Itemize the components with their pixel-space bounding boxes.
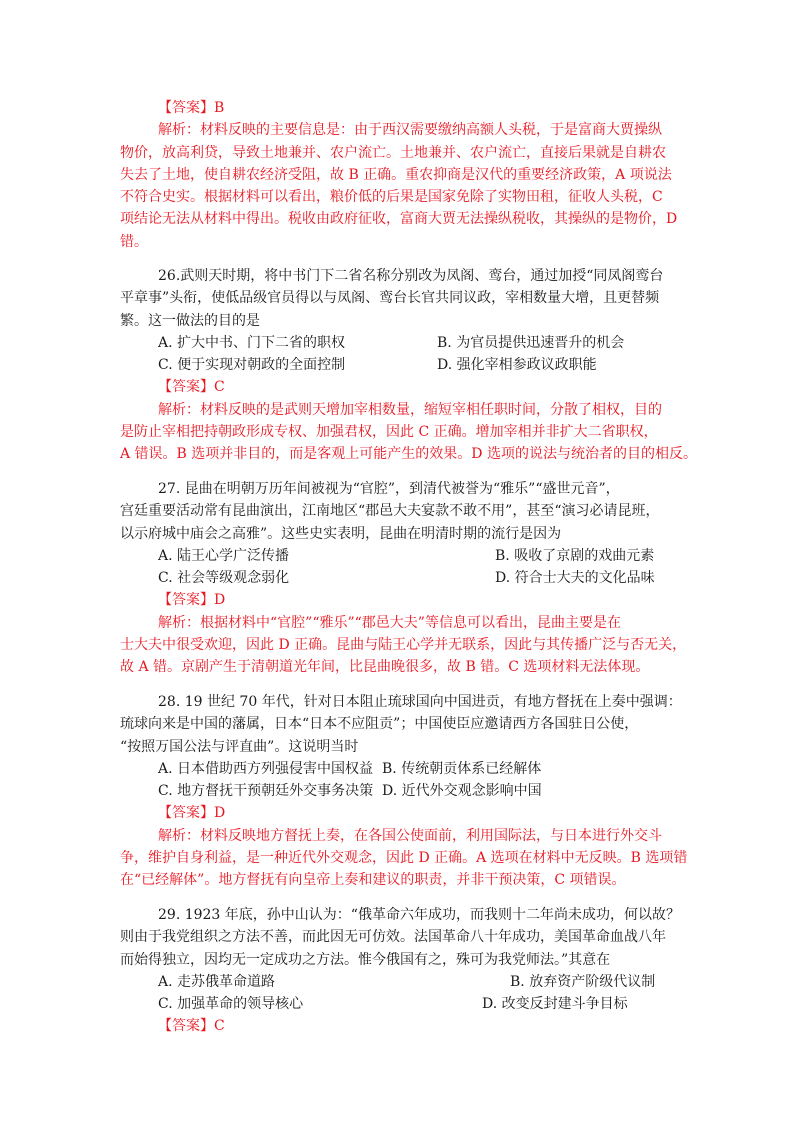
options-row bbox=[120, 545, 680, 567]
option-b: B. 为官员提供迅速晋升的机会 bbox=[437, 334, 625, 351]
option-b: B. 放弃资产阶级代议制 bbox=[510, 973, 656, 990]
question-stem-line: 琉球向来是中国的藩属，日本“日本不应阻贡”；中国使臣应邀请西方各国驻日公使， bbox=[120, 716, 639, 733]
options-row bbox=[120, 332, 680, 354]
analysis-line: 错。 bbox=[120, 233, 148, 250]
options-row bbox=[120, 971, 680, 993]
answer-label: 【答案】B bbox=[158, 100, 225, 116]
question-25-section bbox=[120, 97, 680, 253]
option-c: C. 加强革命的领导核心 bbox=[158, 996, 304, 1013]
analysis-line: 解析：材料反映地方督抚上奏，在各国公使面前，利用国际法，与日本进行外交斗 bbox=[158, 827, 662, 844]
option-c: C. 地方督抚干预朝廷外交事务决策 bbox=[158, 783, 374, 800]
question-27-section bbox=[120, 478, 687, 679]
options-row bbox=[120, 758, 680, 780]
option-a: A. 陆王心学广泛传播 bbox=[158, 547, 290, 564]
analysis-line: 是防止宰相把持朝政形成专权、加强君权，因此 C 正确。增加宰相并非扩大二省职权， bbox=[120, 424, 658, 441]
question-28-section bbox=[120, 691, 688, 892]
question-stem-line: 29. 1923 年底，孙中山认为：“俄革命六年成功，而我则十二年尚未成功，何以故？ bbox=[158, 907, 680, 923]
analysis-line: 故 A 错。京剧产生于清朝道光年间，比昆曲晚很多，故 B 错。C 选项材料无法体现。 bbox=[120, 659, 650, 676]
analysis-line: 项结论无法从材料中得出。税收由政府征收，富商大贾无法操纵税收，其操纵的是物价，D bbox=[120, 211, 678, 228]
option-c: C. 便于实现对朝政的全面控制 bbox=[158, 357, 346, 374]
option-a: A. 日本借助西方列强侵害中国权益 bbox=[158, 760, 374, 777]
option-a: A. 走苏俄革命道路 bbox=[158, 973, 276, 990]
options-row bbox=[120, 993, 680, 1015]
analysis-line: 不符合史实。根据材料可以看出，粮价低的后果是国家免除了实物田租，征收人头税，C bbox=[120, 189, 663, 206]
analysis-line: 解析：根据材料中“官腔”“雅乐”“郡邑大夫”等信息可以看出，昆曲主要是在 bbox=[158, 614, 621, 631]
question-26-section bbox=[120, 265, 697, 466]
question-stem-line: “按照万国公法与评直曲”。这说明当时 bbox=[120, 738, 359, 755]
analysis-line: 解析：材料反映的是武则天增加宰相数量，缩短宰相任职时间，分散了相权，目的 bbox=[158, 401, 662, 418]
analysis-line: 失去了土地，使自耕农经济受阻，故 B 正确。重农抑商是汉代的重要经济政策，A 项说法 bbox=[120, 166, 672, 183]
analysis-line: 物价，放高利贷，导致土地兼并、农户流亡。土地兼并、农户流亡，直接后果就是自耕农 bbox=[120, 144, 666, 161]
option-a: A. 扩大中书、门下二省的职权 bbox=[158, 334, 346, 351]
question-stem-line: 宫廷重要活动常有昆曲演出，江南地区“郡邑大夫宴款不敢不用”，甚至“演习必请昆班， bbox=[120, 503, 660, 520]
analysis-line: 在“已经解体”。地方督抚有向皇帝上奏和建议的职责，并非干预决策，C 项错误。 bbox=[120, 872, 626, 889]
answer-label: 【答案】D bbox=[158, 592, 226, 609]
options-row bbox=[120, 780, 680, 802]
question-stem-line: 28. 19 世纪 70 年代，针对日本阻止琉球国向中国进贡，有地方督抚在上奏中强调： bbox=[158, 694, 682, 710]
answer-label: 【答案】D bbox=[158, 805, 226, 822]
options-row bbox=[120, 567, 680, 589]
question-stem-line: 平章事”头衔，使低品级官员得以与凤阁、鸾台长官共同议政，宰相数量大增，且更替频 bbox=[120, 290, 660, 307]
question-29-section bbox=[120, 904, 680, 1038]
answer-label: 【答案】C bbox=[158, 1018, 225, 1035]
analysis-line: 争，维护自身利益，是一种近代外交观念，因此 D 正确。A 选项在材料中无反映。B 选项错 bbox=[120, 850, 688, 867]
option-d: D. 强化宰相参政议政职能 bbox=[437, 357, 597, 374]
question-stem-line: 而始得独立，因均无一定成功之方法。惟今俄国有之，殊可为我党师法。”其意在 bbox=[120, 951, 611, 968]
option-b: B. 传统朝贡体系已经解体 bbox=[382, 760, 542, 777]
analysis-line: A 错误。B 选项并非目的，而是客观上可能产生的效果。D 选项的说法与统治者的目的相反。 bbox=[120, 446, 697, 463]
question-stem-line: 26.武则天时期，将中书门下二省名称分别改为凤阁、鸾台，通过加授“同凤阁鸾台 bbox=[158, 268, 664, 284]
option-d: D. 改变反封建斗争目标 bbox=[482, 996, 628, 1013]
question-stem-line: 以示府城中庙会之高雅”。这些史实表明，昆曲在明清时期的流行是因为 bbox=[120, 525, 562, 542]
option-b: B. 吸收了京剧的戏曲元素 bbox=[495, 547, 655, 564]
option-d: D. 近代外交观念影响中国 bbox=[382, 783, 542, 800]
analysis-line: 士大夫中很受欢迎，因此 D 正确。昆曲与陆王心学并无联系，因此与其传播广泛与否无关， bbox=[120, 637, 687, 654]
question-stem-line: 繁。这一做法的目的是 bbox=[120, 312, 260, 329]
question-stem-line: 则由于我党组织之方法不善，而此因无可仿效。法国革命八十年成功，美国革命血战八年 bbox=[120, 929, 666, 946]
answer-label: 【答案】C bbox=[158, 379, 225, 396]
analysis-line: 解析：材料反映的主要信息是：由于西汉需要缴纳高额人头税，于是富商大贾操纵 bbox=[158, 122, 662, 139]
options-row bbox=[120, 354, 680, 376]
option-c: C. 社会等级观念弱化 bbox=[158, 570, 290, 587]
option-d: D. 符合士大夫的文化品味 bbox=[495, 570, 655, 587]
question-stem-line: 27. 昆曲在明朝万历年间被视为“官腔”，到清代被誉为“雅乐”“盛世元音”， bbox=[158, 481, 620, 497]
